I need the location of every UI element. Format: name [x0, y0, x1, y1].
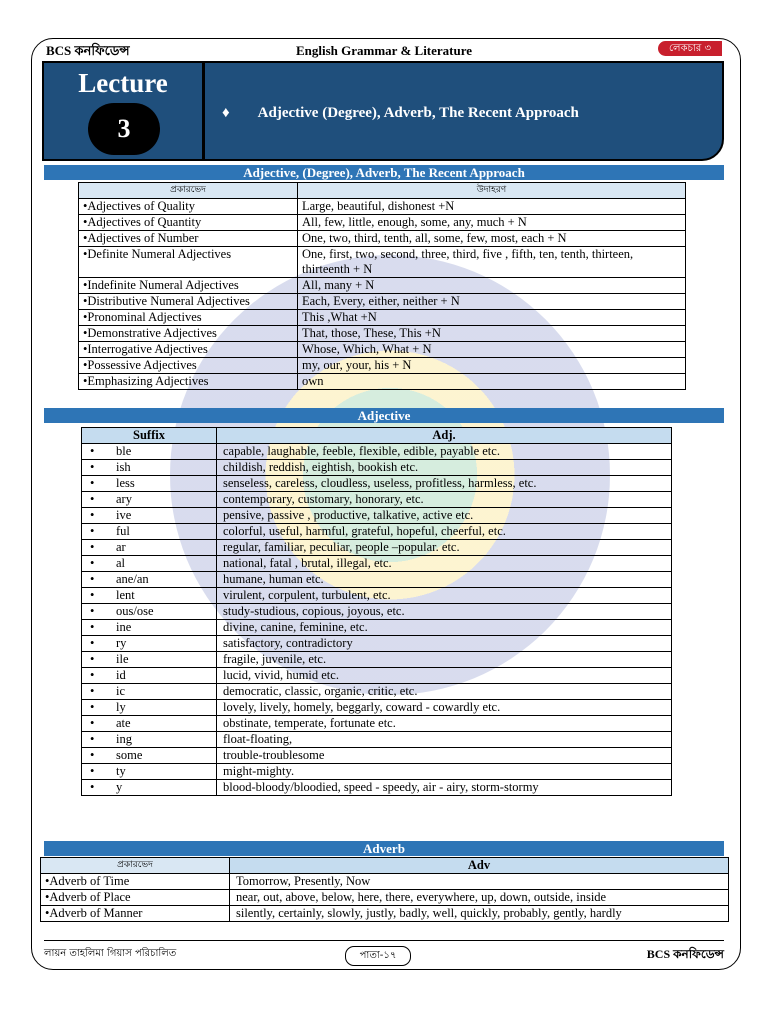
- adjective-example-cell: virulent, corpulent, turbulent, etc.: [217, 588, 672, 604]
- adjective-example-cell: lovely, lively, homely, beggarly, coward - cowardly etc.: [217, 700, 672, 716]
- adverb-type-cell: [41, 874, 230, 890]
- suffix-text: ry: [116, 636, 127, 650]
- adjective-type-text: Adjectives of Number: [87, 231, 199, 245]
- adjective-example-cell: lucid, vivid, humid etc.: [217, 668, 672, 684]
- table-row: [82, 636, 672, 652]
- adjective-types-table: [78, 182, 686, 390]
- section-title-adverb: Adverb: [44, 841, 724, 856]
- bullet-icon: •: [90, 732, 95, 746]
- suffix-text: al: [116, 556, 126, 570]
- footer-brand: BCS কনফিডেন্স: [646, 947, 724, 961]
- adjective-type-cell: [79, 278, 298, 294]
- suffix-text: ary: [116, 492, 132, 506]
- column-header: প্রকারভেদ: [41, 858, 230, 874]
- table-row: [82, 700, 672, 716]
- adjective-type-cell: [79, 215, 298, 231]
- adjective-type-cell: [79, 358, 298, 374]
- adjective-type-text: Definite Numeral Adjectives: [87, 247, 232, 261]
- table-row: [79, 247, 686, 278]
- adjective-type-cell: [79, 310, 298, 326]
- adjective-example-cell: satisfactory, contradictory: [217, 636, 672, 652]
- suffix-text: y: [116, 780, 123, 794]
- lecture-word: Lecture: [78, 68, 168, 98]
- table-row: [79, 326, 686, 342]
- header-subject: English Grammar & Literature: [295, 43, 473, 58]
- bullet-icon: •: [90, 764, 95, 778]
- suffix-text: ful: [116, 524, 130, 538]
- adjective-example-cell: colorful, useful, harmful, grateful, hopeful, cheerful, etc.: [217, 524, 672, 540]
- bullet-icon: •: [90, 444, 95, 458]
- section-title-degree: Adjective, (Degree), Adverb, The Recent Approach: [44, 165, 724, 180]
- example-cell: Each, Every, either, neither + N: [298, 294, 686, 310]
- table-row: [82, 780, 672, 796]
- adjective-type-text: Interrogative Adjectives: [87, 342, 208, 356]
- table-row: [82, 476, 672, 492]
- table-row: [82, 540, 672, 556]
- suffix-cell: [82, 492, 217, 508]
- adjective-example-cell: divine, canine, feminine, etc.: [217, 620, 672, 636]
- table-row: [41, 890, 729, 906]
- bullet-icon: •: [90, 540, 95, 554]
- table-row: [82, 572, 672, 588]
- table-row: [82, 652, 672, 668]
- suffix-text: ish: [116, 460, 131, 474]
- adverb-type-text: Adverb of Manner: [49, 906, 143, 920]
- suffix-text: ine: [116, 620, 132, 634]
- bullet-icon: •: [90, 716, 95, 730]
- example-cell: own: [298, 374, 686, 390]
- table-row: [82, 764, 672, 780]
- suffix-text: ous/ose: [116, 604, 154, 618]
- adjective-example-cell: capable, laughable, feeble, flexible, edible, payable etc.: [217, 444, 672, 460]
- bullet-icon: •: [90, 460, 95, 474]
- adjective-type-text: Demonstrative Adjectives: [87, 326, 217, 340]
- suffix-body: [82, 444, 672, 796]
- suffix-cell: [82, 508, 217, 524]
- adjective-type-cell: [79, 199, 298, 215]
- column-header: Adj.: [217, 428, 672, 444]
- adjective-type-cell: [79, 342, 298, 358]
- bullet-icon: •: [90, 476, 95, 490]
- suffix-text: ty: [116, 764, 126, 778]
- example-cell: This ,What +N: [298, 310, 686, 326]
- adverb-body: [41, 874, 729, 922]
- suffix-cell: [82, 636, 217, 652]
- table-row: [79, 294, 686, 310]
- adjective-example-cell: senseless, careless, cloudless, useless, profitless, harmless, etc.: [217, 476, 672, 492]
- bullet-icon: •: [90, 780, 95, 794]
- header-brand: BCS কনফিডেন্স: [46, 43, 130, 58]
- table-row: [79, 215, 686, 231]
- table-row: [41, 874, 729, 890]
- bullet-icon: •: [90, 588, 95, 602]
- example-cell: All, many + N: [298, 278, 686, 294]
- adjective-example-cell: childish, reddish, eightish, bookish etc.: [217, 460, 672, 476]
- suffix-text: ly: [116, 700, 126, 714]
- suffix-text: ate: [116, 716, 131, 730]
- table-row: [79, 342, 686, 358]
- adjective-type-cell: [79, 326, 298, 342]
- suffix-text: ar: [116, 540, 126, 554]
- adjective-example-cell: blood-bloody/bloodied, speed - speedy, air - airy, storm-stormy: [217, 780, 672, 796]
- suffix-cell: [82, 700, 217, 716]
- bullet-icon: •: [90, 524, 95, 538]
- suffix-cell: [82, 556, 217, 572]
- suffix-text: id: [116, 668, 126, 682]
- example-cell: Whose, Which, What + N: [298, 342, 686, 358]
- adjective-type-text: Possessive Adjectives: [87, 358, 197, 372]
- example-cell: my, our, your, his + N: [298, 358, 686, 374]
- adjective-example-cell: might-mighty.: [217, 764, 672, 780]
- suffix-cell: [82, 588, 217, 604]
- suffix-cell: [82, 620, 217, 636]
- table-row: [79, 231, 686, 247]
- suffix-cell: [82, 748, 217, 764]
- adverb-example-cell: silently, certainly, slowly, justly, badly, well, quickly, probably, gently, hardly: [230, 906, 729, 922]
- adjective-example-cell: obstinate, temperate, fortunate etc.: [217, 716, 672, 732]
- diamond-bullet-icon: ♦: [222, 105, 230, 121]
- column-header: Adv: [230, 858, 729, 874]
- bullet-icon: •: [90, 684, 95, 698]
- table-row: [82, 524, 672, 540]
- suffix-cell: [82, 540, 217, 556]
- bullet-icon: •: [90, 556, 95, 570]
- adjective-example-cell: pensive, passive , productive, talkative, active etc.: [217, 508, 672, 524]
- adjective-type-cell: [79, 231, 298, 247]
- bullet-icon: •: [90, 668, 95, 682]
- example-cell: One, first, two, second, three, third, five , fifth, ten, tenth, thirteen, thirteenth + N: [298, 247, 686, 278]
- table-row: [82, 716, 672, 732]
- table-row: [82, 684, 672, 700]
- suffix-cell: [82, 764, 217, 780]
- suffix-cell: [82, 604, 217, 620]
- suffix-cell: [82, 460, 217, 476]
- adverb-example-cell: near, out, above, below, here, there, everywhere, up, down, outside, inside: [230, 890, 729, 906]
- adjective-example-cell: fragile, juvenile, etc.: [217, 652, 672, 668]
- bullet-icon: •: [90, 572, 95, 586]
- lecture-box: [44, 63, 205, 159]
- adjective-type-cell: [79, 294, 298, 310]
- suffix-cell: [82, 732, 217, 748]
- suffix-cell: [82, 668, 217, 684]
- table-row: [79, 310, 686, 326]
- suffix-cell: [82, 684, 217, 700]
- adjective-example-cell: national, fatal , brutal, illegal, etc.: [217, 556, 672, 572]
- bullet-icon: •: [90, 604, 95, 618]
- table-row: [82, 620, 672, 636]
- adjective-example-cell: contemporary, customary, honorary, etc.: [217, 492, 672, 508]
- table-row: [82, 556, 672, 572]
- table-row: [82, 508, 672, 524]
- suffix-text: ive: [116, 508, 132, 522]
- table-row: [41, 906, 729, 922]
- lecture-number: 3: [88, 103, 160, 155]
- suffix-text: ble: [116, 444, 132, 458]
- bullet-icon: •: [90, 652, 95, 666]
- table-row: [82, 732, 672, 748]
- table-row: [82, 444, 672, 460]
- bullet-icon: •: [90, 700, 95, 714]
- suffix-text: lent: [116, 588, 135, 602]
- bullet-icon: •: [90, 620, 95, 634]
- suffix-text: ic: [116, 684, 126, 698]
- suffix-cell: [82, 572, 217, 588]
- bullet-icon: •: [90, 636, 95, 650]
- suffix-table: [81, 427, 672, 796]
- bullet-icon: •: [90, 508, 95, 522]
- bullet-icon: •: [90, 492, 95, 506]
- adjective-example-cell: democratic, classic, organic, critic, etc.: [217, 684, 672, 700]
- suffix-text: some: [116, 748, 143, 762]
- suffix-cell: [82, 652, 217, 668]
- table-row: [79, 358, 686, 374]
- table-row: [82, 460, 672, 476]
- column-header: Suffix: [82, 428, 217, 444]
- suffix-cell: [82, 780, 217, 796]
- table-row: [82, 668, 672, 684]
- adjective-example-cell: regular, familiar, peculiar, people –popular. etc.: [217, 540, 672, 556]
- suffix-cell: [82, 524, 217, 540]
- column-header: উদাহরণ: [298, 183, 686, 199]
- table-row: [82, 604, 672, 620]
- adjective-types-body: [79, 199, 686, 390]
- page-number: পাতা-১৭: [345, 946, 411, 966]
- adjective-example-cell: study-studious, copious, joyous, etc.: [217, 604, 672, 620]
- example-cell: One, two, third, tenth, all, some, few, most, each + N: [298, 231, 686, 247]
- column-header: প্রকারভেদ: [79, 183, 298, 199]
- adjective-example-cell: trouble-troublesome: [217, 748, 672, 764]
- adverb-type-cell: [41, 906, 230, 922]
- suffix-text: ane/an: [116, 572, 149, 586]
- lecture-topic-text: Adjective (Degree), Adverb, The Recent Approach: [257, 105, 579, 121]
- lecture-topic: [222, 105, 579, 122]
- adverb-type-text: Adverb of Time: [49, 874, 130, 888]
- lecture-banner: [42, 61, 724, 161]
- example-cell: That, those, These, This +N: [298, 326, 686, 342]
- bullet-icon: •: [90, 748, 95, 762]
- table-row: [82, 588, 672, 604]
- table-row: [79, 278, 686, 294]
- adjective-type-text: Pronominal Adjectives: [87, 310, 202, 324]
- suffix-text: ing: [116, 732, 132, 746]
- suffix-cell: [82, 444, 217, 460]
- adjective-type-text: Adjectives of Quantity: [87, 215, 202, 229]
- section-title-adjective: Adjective: [44, 408, 724, 423]
- suffix-cell: [82, 476, 217, 492]
- adverb-table: [40, 857, 729, 922]
- adjective-type-text: Emphasizing Adjectives: [87, 374, 209, 388]
- adjective-type-text: Adjectives of Quality: [87, 199, 196, 213]
- suffix-text: ile: [116, 652, 129, 666]
- adjective-type-text: Distributive Numeral Adjectives: [87, 294, 250, 308]
- adjective-type-cell: [79, 247, 298, 278]
- footer-divider: [44, 940, 724, 941]
- adverb-example-cell: Tomorrow, Presently, Now: [230, 874, 729, 890]
- example-cell: All, few, little, enough, some, any, much + N: [298, 215, 686, 231]
- adverb-type-text: Adverb of Place: [49, 890, 131, 904]
- suffix-text: less: [116, 476, 135, 490]
- adjective-type-cell: [79, 374, 298, 390]
- suffix-cell: [82, 716, 217, 732]
- table-row: [82, 748, 672, 764]
- table-row: [79, 199, 686, 215]
- adverb-type-cell: [41, 890, 230, 906]
- table-row: [82, 492, 672, 508]
- adjective-type-text: Indefinite Numeral Adjectives: [87, 278, 239, 292]
- adjective-example-cell: humane, human etc.: [217, 572, 672, 588]
- lecture-badge: লেকচার ৩: [658, 41, 722, 56]
- example-cell: Large, beautiful, dishonest +N: [298, 199, 686, 215]
- footer-publisher: লায়ন তাহলিমা গিয়াস পরিচালিত: [44, 948, 177, 959]
- table-row: [79, 374, 686, 390]
- adjective-example-cell: float-floating,: [217, 732, 672, 748]
